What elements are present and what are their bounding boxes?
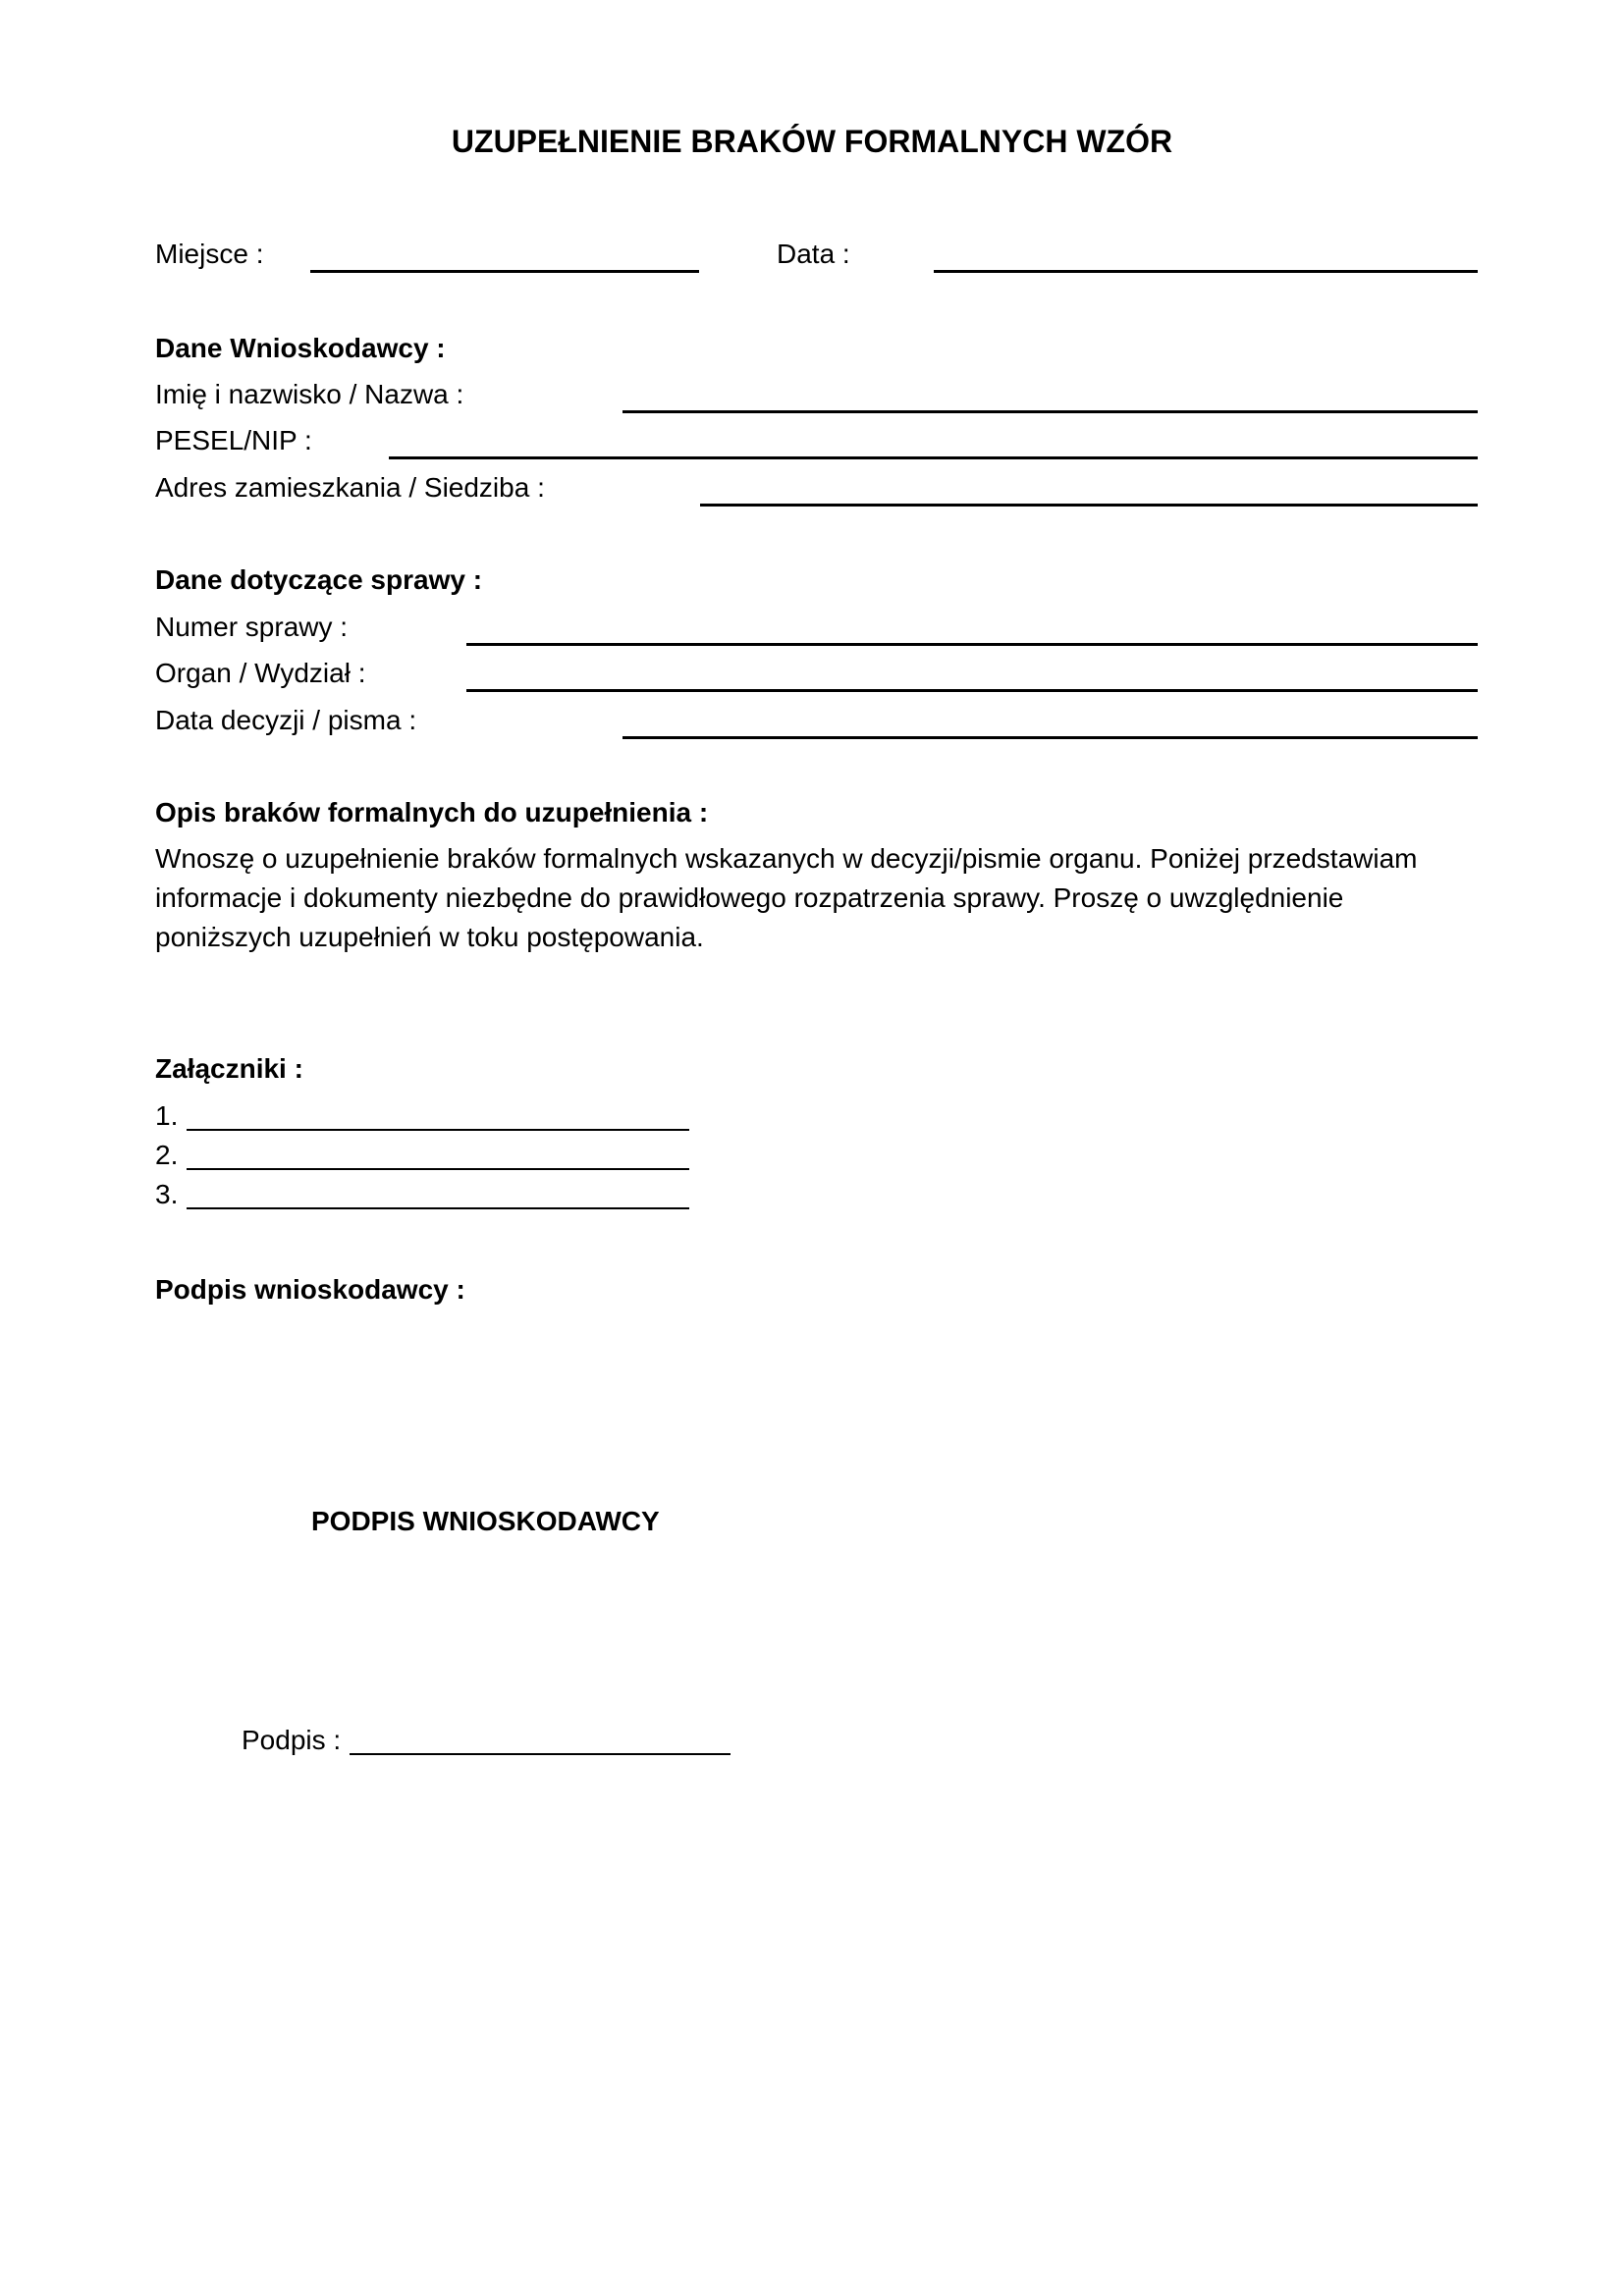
date-field[interactable] [934, 270, 1478, 273]
signature-heading: Podpis wnioskodawcy : [155, 1274, 465, 1305]
description-line: informacje i dokumenty niezbędne do prawidłowego rozpatrzenia sprawy. Proszę o uwzględnienie [155, 882, 1344, 913]
description-line: Wnoszę o uzupełnienie braków formalnych wskazanych w decyzji/pismie organu. Poniżej przedstawiam [155, 843, 1418, 874]
address-label: Adres zamieszkania / Siedziba : [155, 472, 545, 503]
description-heading: Opis braków formalnych do uzupełnienia : [155, 797, 709, 828]
attachment-field-1[interactable] [187, 1129, 689, 1131]
case-heading: Dane dotyczące sprawy : [155, 564, 483, 595]
place-label: Miejsce : [155, 239, 264, 269]
decision-date-label: Data decyzji / pisma : [155, 705, 417, 735]
attachment-number: 2. [155, 1140, 179, 1170]
case-number-label: Numer sprawy : [155, 612, 349, 642]
applicant-heading: Dane Wnioskodawcy : [155, 333, 446, 363]
attachments-heading: Załączniki : [155, 1053, 303, 1084]
attachment-field-3[interactable] [187, 1207, 689, 1209]
name-label: Imię i nazwisko / Nazwa : [155, 379, 464, 409]
signature-label: Podpis : [242, 1725, 342, 1755]
signature-field[interactable] [350, 1753, 731, 1755]
place-field[interactable] [310, 270, 699, 273]
address-field[interactable] [700, 504, 1478, 507]
attachment-number: 1. [155, 1100, 179, 1131]
signature-caption: PODPIS WNIOSKODAWCY [311, 1506, 660, 1536]
organ-label: Organ / Wydział : [155, 658, 366, 688]
attachment-field-2[interactable] [187, 1168, 689, 1170]
name-field[interactable] [623, 410, 1478, 413]
description-text [155, 839, 1490, 957]
decision-date-field[interactable] [623, 736, 1478, 739]
case-number-field[interactable] [466, 643, 1478, 646]
date-label: Data : [777, 239, 850, 269]
id-label: PESEL/NIP : [155, 425, 312, 455]
attachment-number: 3. [155, 1179, 179, 1209]
document-title: UZUPEŁNIENIE BRAKÓW FORMALNYCH WZÓR [451, 124, 1173, 159]
organ-field[interactable] [466, 689, 1478, 692]
description-line: poniższych uzupełnień w toku postępowania. [155, 922, 704, 952]
id-field[interactable] [389, 456, 1478, 459]
